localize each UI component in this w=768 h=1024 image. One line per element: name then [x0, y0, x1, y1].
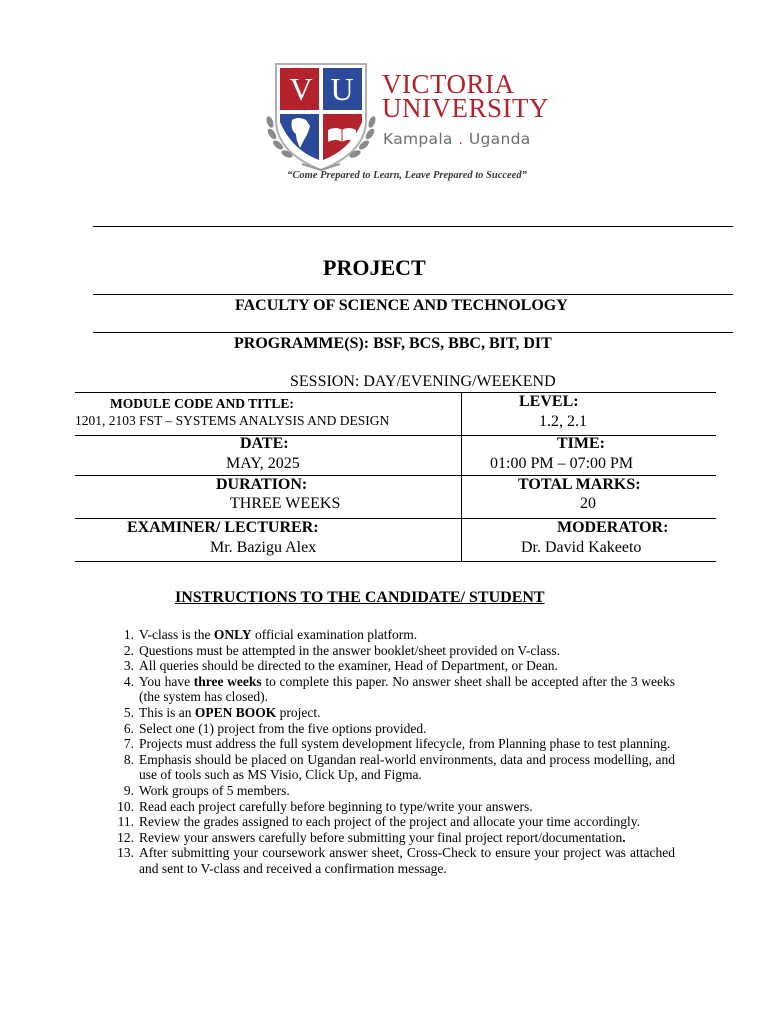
module-value: 1201, 2103 FST – SYSTEMS ANALYSIS AND DESIGN	[75, 413, 390, 428]
instruction-item	[112, 643, 675, 659]
instruction-number: 1.	[123, 627, 134, 642]
instruction-item	[112, 705, 675, 721]
instruction-text-part: Select one (1) project from the five options provided.	[139, 720, 427, 736]
total-marks-label: TOTAL MARKS:	[518, 476, 641, 493]
table-divider-row1	[75, 435, 716, 436]
date-label: DATE:	[240, 435, 289, 452]
level-label: LEVEL:	[519, 393, 579, 410]
module-label: MODULE CODE AND TITLE:	[110, 396, 294, 411]
page-title: PROJECT	[323, 255, 426, 280]
instruction-number: 2.	[123, 642, 134, 658]
exam-info-table	[75, 392, 716, 562]
instruction-text-part: Questions must be attempted in the answer booklet/sheet provided on V-class.	[139, 642, 561, 658]
date-value: MAY, 2025	[226, 455, 300, 472]
total-marks-value: 20	[580, 495, 596, 512]
moderator-label: MODERATOR:	[557, 519, 669, 536]
instruction-text-part: Projects must address the full system development lifecycle, from Planning phase to test planning.	[139, 736, 671, 752]
instruction-text	[139, 783, 675, 799]
time-value: 01:00 PM – 07:00 PM	[490, 455, 634, 472]
instruction-number: 13.	[117, 845, 134, 861]
instruction-text	[139, 736, 675, 752]
instruction-text	[139, 799, 675, 815]
svg-text:V: V	[289, 71, 313, 106]
instruction-text-part: Review your answers carefully before submitting your final project report/documentation	[139, 829, 623, 845]
instruction-number: 12.	[117, 829, 134, 845]
instruction-number: 5.	[123, 704, 134, 720]
instruction-item	[112, 830, 675, 846]
table-divider-vertical	[461, 393, 462, 561]
instruction-text	[139, 721, 675, 737]
instruction-number: 4.	[123, 673, 134, 689]
location-country: Uganda	[468, 130, 531, 148]
instruction-emphasis: ONLY	[213, 627, 252, 642]
instruction-text-part: After submitting your coursework answer sheet, Cross-Check to ensure your project was attached and sent to V-class and received a confirmation message.	[139, 845, 675, 876]
instruction-emphasis: three weeks	[193, 673, 262, 689]
divider-faculty	[93, 294, 733, 295]
examiner-label: EXAMINER/ LECTURER:	[127, 519, 319, 536]
instruction-number: 11.	[117, 814, 134, 830]
instruction-text	[139, 705, 675, 721]
session-info: SESSION: DAY/EVENING/WEEKEND	[290, 373, 556, 390]
svg-text:U: U	[330, 71, 354, 106]
instruction-text-part: official examination platform.	[251, 627, 418, 642]
university-name	[382, 69, 549, 123]
divider-top	[93, 226, 733, 227]
time-label: TIME:	[557, 435, 605, 452]
instruction-item	[112, 783, 675, 799]
instruction-text	[139, 845, 675, 876]
moderator-value: Dr. David Kakeeto	[521, 539, 642, 556]
instruction-text-part: Emphasis should be placed on Ugandan real-world environments, data and process modelling, and use of tools such as MS Visio, Click Up, and Figma.	[139, 751, 675, 783]
instruction-text	[139, 752, 675, 783]
university-name-line1: VICTORIA	[382, 69, 515, 99]
instruction-text	[139, 674, 675, 705]
examiner-value: Mr. Bazigu Alex	[210, 539, 317, 556]
instruction-text-part: Read each project carefully before beginning to type/write your answers.	[139, 798, 533, 814]
instruction-item	[112, 627, 675, 643]
monogram-icon	[282, 70, 360, 106]
location-city: Kampala	[383, 130, 453, 148]
instruction-text	[139, 658, 675, 674]
instruction-item	[112, 752, 675, 783]
instruction-number: 3.	[123, 658, 134, 674]
level-value: 1.2, 2.1	[539, 413, 587, 430]
instruction-item	[112, 799, 675, 815]
instruction-number: 6.	[123, 720, 134, 736]
instruction-number: 10.	[117, 798, 134, 814]
instruction-text	[139, 814, 675, 830]
instruction-number: 9.	[123, 782, 134, 798]
university-logo	[262, 58, 562, 183]
university-motto: “Come Prepared to Learn, Leave Prepared to Succeed”	[287, 170, 527, 181]
instruction-text	[139, 643, 675, 659]
instructions-title: INSTRUCTIONS TO THE CANDIDATE/ STUDENT	[175, 589, 545, 606]
instruction-emphasis: .	[622, 829, 626, 845]
instruction-number: 7.	[123, 736, 134, 752]
instruction-item	[112, 845, 675, 876]
faculty-name: FACULTY OF SCIENCE AND TECHNOLOGY	[235, 297, 568, 314]
instruction-item	[112, 674, 675, 705]
instruction-number: 8.	[123, 751, 134, 767]
duration-value: THREE WEEKS	[230, 495, 341, 512]
location-separator: .	[458, 133, 463, 147]
instruction-text-part: V-class is the	[139, 627, 214, 642]
instruction-item	[112, 736, 675, 752]
instruction-emphasis: OPEN BOOK	[194, 704, 277, 720]
instruction-text-part: All queries should be directed to the examiner, Head of Department, or Dean.	[139, 658, 558, 674]
instruction-text-part: Work groups of 5 members.	[139, 782, 290, 798]
instruction-item	[112, 658, 675, 674]
instruction-item	[112, 721, 675, 737]
instruction-text-part: to complete this paper. No answer sheet shall be accepted after the 3 weeks (the system has closed).	[139, 673, 676, 705]
instruction-text-part: Review the grades assigned to each project of the project and allocate your time accordingly.	[139, 814, 641, 830]
instruction-text	[139, 830, 675, 846]
university-name-line2: UNIVERSITY	[382, 93, 549, 123]
instruction-text-part: You have	[139, 673, 194, 689]
instruction-text	[139, 627, 675, 643]
instruction-text-part: This is an	[139, 704, 195, 720]
duration-label: DURATION:	[216, 476, 308, 493]
programme-list: PROGRAMME(S): BSF, BCS, BBC, BIT, DIT	[234, 335, 552, 352]
instructions-list	[112, 627, 675, 877]
university-location	[383, 130, 531, 148]
divider-programme	[93, 332, 733, 333]
instruction-item	[112, 814, 675, 830]
instruction-text-part: project.	[276, 704, 321, 720]
